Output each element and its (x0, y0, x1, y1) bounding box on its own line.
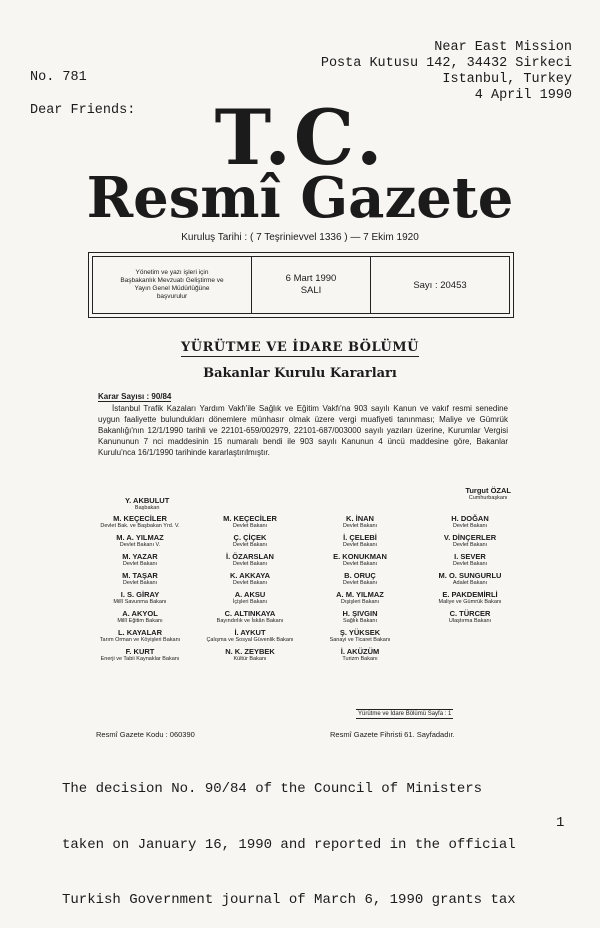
issue-date: 6 Mart 1990 (285, 273, 337, 284)
signatory-minister: Ş. YÜKSEK Sanayi ve Ticaret Bakanı (329, 628, 391, 643)
issue-weekday: SALI (300, 285, 322, 296)
office-contact-cell: Yönetim ve yazı işleri için Başbakanlık Mevzuatı Geliştirme ve Yayın Genel Müdürlüğüne başvurulur (93, 257, 252, 313)
document-number: No. 781 (30, 70, 87, 85)
signatory-minister: A. AKYOL Millî Eğitim Bakanı (117, 609, 163, 624)
signatory-minister: M. KEÇECİLER Devlet Bakanı (223, 514, 277, 529)
minister-signatures (85, 514, 525, 663)
gazette-index-note: Resmî Gazete Fihristi 61. Sayfadadır. (330, 730, 455, 739)
signature-block (85, 486, 525, 663)
signatory-minister: Ç. ÇİÇEK Devlet Bakanı (232, 533, 268, 548)
signatory-minister: L. KAYALAR Tarım Orman ve Köyişleri Bakanı (99, 628, 181, 643)
signatory-prime-minister: Y. AKBULUT Başbakan (125, 496, 170, 511)
signatory-minister: İ. AYKUT Çalışma ve Sosyal Güvenlik Bakanı (206, 628, 294, 643)
signatory-minister: K. İNAN Devlet Bakanı (342, 514, 378, 529)
signatory-minister: M. A. YILMAZ Devlet Bakanı V. (116, 533, 164, 548)
signatory-minister: C. ALTINKAYA Bayındırlık ve İskân Bakanı (216, 609, 284, 624)
signatory-minister: B. ORUÇ Devlet Bakanı (342, 571, 378, 586)
signatory-minister: V. DİNÇERLER Devlet Bakanı (443, 533, 497, 548)
signatory-minister: H. ŞIVGIN Sağlık Bakanı (342, 609, 378, 624)
signatory-minister: M. YAZAR Devlet Bakanı (122, 552, 158, 567)
signatory-minister: E. PAKDEMİRLİ Maliye ve Gümrük Bakanı (438, 590, 502, 605)
signatory-minister: A. AKSU İçişleri Bakanı (232, 590, 268, 605)
signatory-minister: İ. AKÜZÜM Turizm Bakanı (340, 647, 380, 662)
letter-body (62, 743, 565, 928)
body-line: The decision No. 90/84 of the Council of Ministers (62, 781, 483, 797)
founding-date: Kuruluş Tarihi : ( 7 Teşrinievvel 1336 ) — 7 Ekim 1920 (181, 232, 419, 243)
gazette-masthead-title: Resmî Gazete (86, 165, 514, 231)
postal-address: Posta Kutusu 142, 34432 Sirkeci (320, 56, 572, 71)
issue-date-cell (252, 257, 371, 313)
section-page-count: Yürütme ve İdare Bölümü Sayfa : 1 (358, 711, 452, 717)
signatory-minister: F. KURT Enerji ve Tabii Kaynaklar Bakanı (100, 647, 180, 662)
signatory-minister: M. O. SUNGURLU Adalet Bakanı (438, 571, 502, 586)
signatory-minister: İ. ÖZARSLAN Devlet Bakanı (226, 552, 274, 567)
mission-name: Near East Mission (434, 40, 572, 55)
body-line: Turkish Government journal of March 6, 1990 grants tax (62, 892, 516, 908)
city-country: Istanbul, Turkey (442, 72, 572, 87)
signatory-minister (415, 647, 525, 663)
decisions-heading: Bakanlar Kurulu Kararları (203, 366, 397, 381)
signatory-minister: I. S. GİRAY Millî Savunma Bakanı (113, 590, 167, 605)
signatory-minister: H. DOĞAN Devlet Bakanı (451, 514, 489, 529)
body-line: taken on January 16, 1990 and reported in the official (62, 836, 516, 853)
decision-number: Karar Sayısı : 90/84 (98, 392, 172, 401)
signatory-minister: I. SEVER Devlet Bakanı (452, 552, 488, 567)
letter-date: 4 April 1990 (474, 88, 572, 103)
signatory-minister: C. TÜRCER Ulaştırma Bakanı (448, 609, 492, 624)
signatory-minister: N. K. ZEYBEK Kültür Bakanı (225, 647, 275, 662)
signatory-minister: İ. ÇELEBİ Devlet Bakanı (342, 533, 378, 548)
greeting: Dear Friends: (30, 103, 136, 118)
signatory-minister: M. TAŞAR Devlet Bakanı (122, 571, 158, 586)
gazette-code: Resmî Gazete Kodu : 060390 (96, 730, 195, 739)
signatory-president: Turgut ÖZAL Cumhurbaşkanı (465, 486, 511, 501)
signatory-minister (415, 628, 525, 644)
signatory-minister: A. M. YILMAZ Dışişleri Bakanı (336, 590, 384, 605)
signatory-minister: K. AKKAYA Devlet Bakanı (229, 571, 270, 586)
issue-info-box (88, 252, 514, 318)
page-number: 1 (556, 815, 565, 831)
decision-text: İstanbul Trafik Kazaları Yardım Vakfı'ile Sağlık ve Eğitim Vakfı'na 903 sayılı Kanun ve vakıf resmi senedine uygun faaliyette bulundukları dönemlere münhasır olmak üzere vergi muafiyeti tanınması; Maliye ve Gümrük Bakanlığı'nın 12/1/1990 tarihli ve 22101-659/002979, 22101-687/003000 sayılı yazıları üzerine, Kurumlar Vergisi Kanununun 7 nci maddesinin 15 numaralı bendi ile 903 sayılı Kanunun 4 üncü maddesine göre, Bakanlar Kurulu'nca 16/1/1990 tarihinde kararlaştırılmıştır. (98, 404, 508, 457)
issue-number: Sayı : 20453 (413, 279, 467, 291)
section-title: YÜRÜTME VE İDARE BÖLÜMÜ (180, 340, 419, 355)
signatory-minister: M. KEÇECİLER Devlet Bak. ve Başbakan Yrd. V. (100, 514, 180, 529)
signatory-minister: E. KONUKMAN Devlet Bakanı (333, 552, 387, 567)
gazette-masthead-code: T.C. (214, 93, 386, 182)
issue-number-cell (371, 257, 509, 313)
